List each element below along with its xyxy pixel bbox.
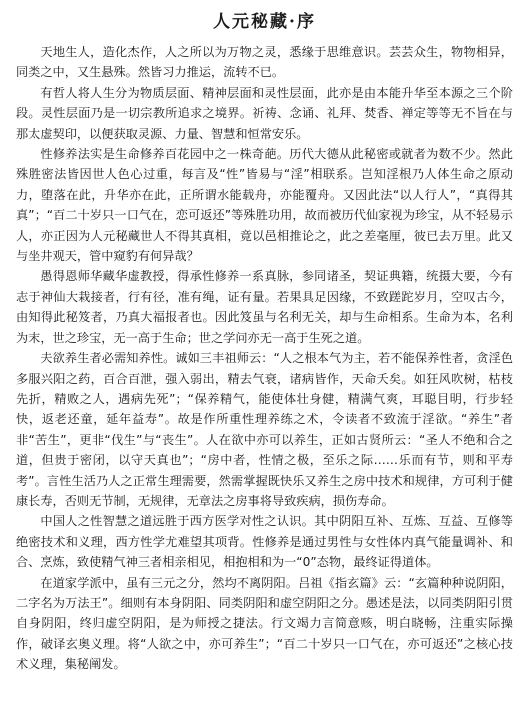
paragraph: 愚得恩师华藏华虚教授，得承性修养一系真脉，参同诸圣，契证典籍，统摄大要，今有志于神仙大栽接者，行有径，准有绳，证有量。若果具足因缘，不致蹉跎岁月，空叹古今，由知得此秘笈者，乃真大福报者也。因此笈虽与名利无关，却与生命相系。生命为本，名利为末，世之珍宝，无一高于生命；世之学问亦无一高于生死之道。 xyxy=(16,269,513,345)
paragraph: 有哲人将人生分为物质层面、精神层面和灵性层面，此亦是由本能升华至本源之三个阶段。灵性层面乃是一切宗教所追求之境界。祈祷、念诵、礼拜、焚香、禅定等等无不旨在与那太虚契印，以便获取灵源、力量、智慧和恒常安乐。 xyxy=(16,85,513,141)
paragraph: 中国人之性智慧之道远胜于西方医学对性之认识。其中阴阳互补、互炼、互益、互修等绝密技术和义理，西方性学尤难望其项背。性修养是通过男性与女性体内真气能量调补、和合、烹炼，致使精气神三者相亲相见，相抱相和为一“0”态物，最终证得道体。 xyxy=(16,514,513,570)
page-title: 人元秘藏·序 xyxy=(213,12,316,32)
paragraph: 天地生人，造化杰作，人之所以为万物之灵，悉缘于思维意识。芸芸众生，物物相异，同类之中，又生悬殊。然皆习力推运，流转不已。 xyxy=(16,45,513,80)
paragraph: 性修养法实是生命修养百花园中之一株奇葩。历代大德从此秘密或就者为数不少。然此殊胜密法皆因世人色心过重，每言及“性”皆易与“淫”相联系。岂知淫根乃人体生命之原动力，堕落在此，升华亦在此，正所谓水能载舟，亦能覆舟。又因此法“以人行人”，“真得其真”；“百二十岁只一口气在，恋可返还”等殊胜功用，故而被历代仙家视为珍宝，从不轻易示人，亦正因为人元秘藏世人不得其真相，竟以邑相推论之，此之差毫厘，彼已去万里。此又与坐井观天，管中窥豹有何异哉？ xyxy=(16,147,513,264)
paragraph: 夫欲养生者必需知养性。诚如三丰祖师云：“人之根本气为主，若不能保养性者，贪淫色多服兴阳之药，百合百泄，强入弱出，精去气衰，诸病皆作，天命夭矣。如狂风吹树，枯枝先折，精败之人，遇病先死”；“保养精气，能使体壮身健，精满气爽，耳聪目明，行步轻快，返老还童，延年益寿”。故是作所重性理养练之术，令读者不致流于淫欲。“养生”者非“苦生”，更非“伐生”与“丧生”。人在欲中亦可以养生，正如古贤所云：“圣人不绝和合之道，但贵于密闭，以守天真也”；“房中者，性情之极，至乐之际……乐而有节，则和平寿考”。言性生活乃人之正常生理需要，然需掌握既快乐又养生之房中技术和规律，方可利于健康长寿，否则无节制，无规律，无章法之房事将导致疾病，损伤寿命。 xyxy=(16,351,513,508)
paragraph: 在道家学派中，虽有三元之分，然均不离阴阳。吕祖《指玄篇》云：“玄篇种种说阴阳，二字名为万法王”。细则有本身阴阳、同类阴阳和虚空阴阳之分。愚述是法，以同类阴阳引贯自身阴阳，终归虚空阴阳，是为师授之捷法。行文竭力言简意赅，明白晓畅，注重实际操作，破译玄奥义理。将“人欲之中，亦可养生”；“百二十岁只一口气在，亦可返还”之核心技术义理，集秘阐发。 xyxy=(16,575,513,672)
